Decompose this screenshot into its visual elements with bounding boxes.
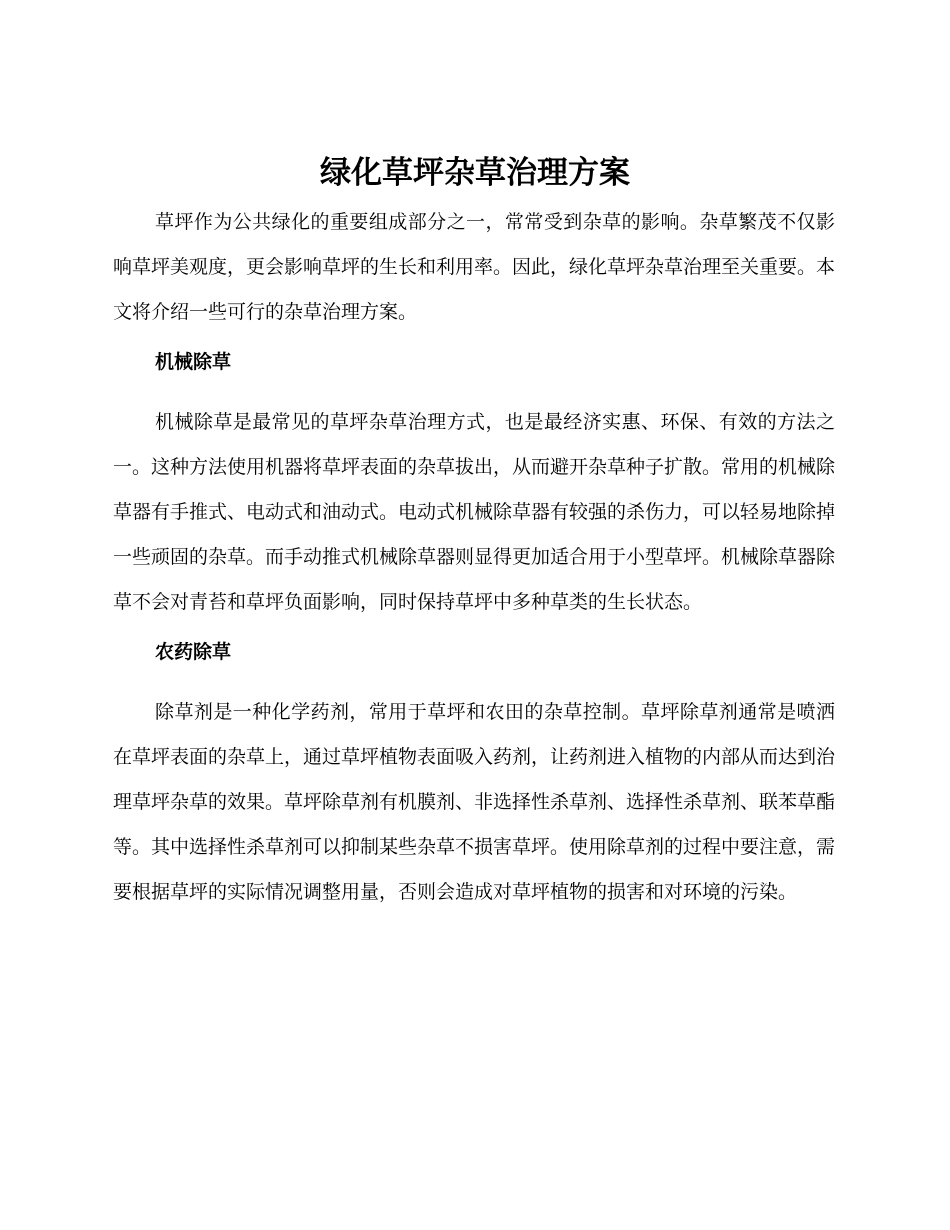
section-body-herbicide-weeding: 除草剂是一种化学药剂，常用于草坪和农田的杂草控制。草坪除草剂通常是喷洒在草坪表面的杂草上，通过草坪植物表面吸入药剂，让药剂进入植物的内部从而达到治理草坪杂草的效果。草坪除草剂有机膜剂、非选择性杀草剂、选择性杀草剂、联苯草酯等。其中选择性杀草剂可以抑制某些杂草不损害草坪。使用除草剂的过程中要注意，需要根据草坪的实际情况调整用量，否则会造成对草坪植物的损害和对环境的污染。 bbox=[113, 701, 836, 903]
intro-paragraph: 草坪作为公共绿化的重要组成部分之一，常常受到杂草的影响。杂草繁茂不仅影响草坪美观度，更会影响草坪的生长和利用率。因此，绿化草坪杂草治理至关重要。本文将介绍一些可行的杂草治理方案。 bbox=[113, 211, 836, 323]
document-body bbox=[113, 200, 835, 915]
section-heading-herbicide-weeding: 农药除草 bbox=[155, 641, 232, 663]
section-heading-mechanical-weeding: 机械除草 bbox=[155, 351, 232, 373]
section-body-mechanical-weeding: 机械除草是最常见的草坪杂草治理方式，也是最经济实惠、环保、有效的方法之一。这种方法使用机器将草坪表面的杂草拔出，从而避开杂草种子扩散。常用的机械除草器有手推式、电动式和油动式。电动式机械除草器有较强的杀伤力，可以轻易地除掉一些顽固的杂草。而手动推式机械除草器则显得更加适合用于小型草坪。机械除草器除草不会对青苔和草坪负面影响，同时保持草坪中多种草类的生长状态。 bbox=[113, 411, 836, 613]
document-title: 绿化草坪杂草治理方案 bbox=[320, 155, 630, 191]
